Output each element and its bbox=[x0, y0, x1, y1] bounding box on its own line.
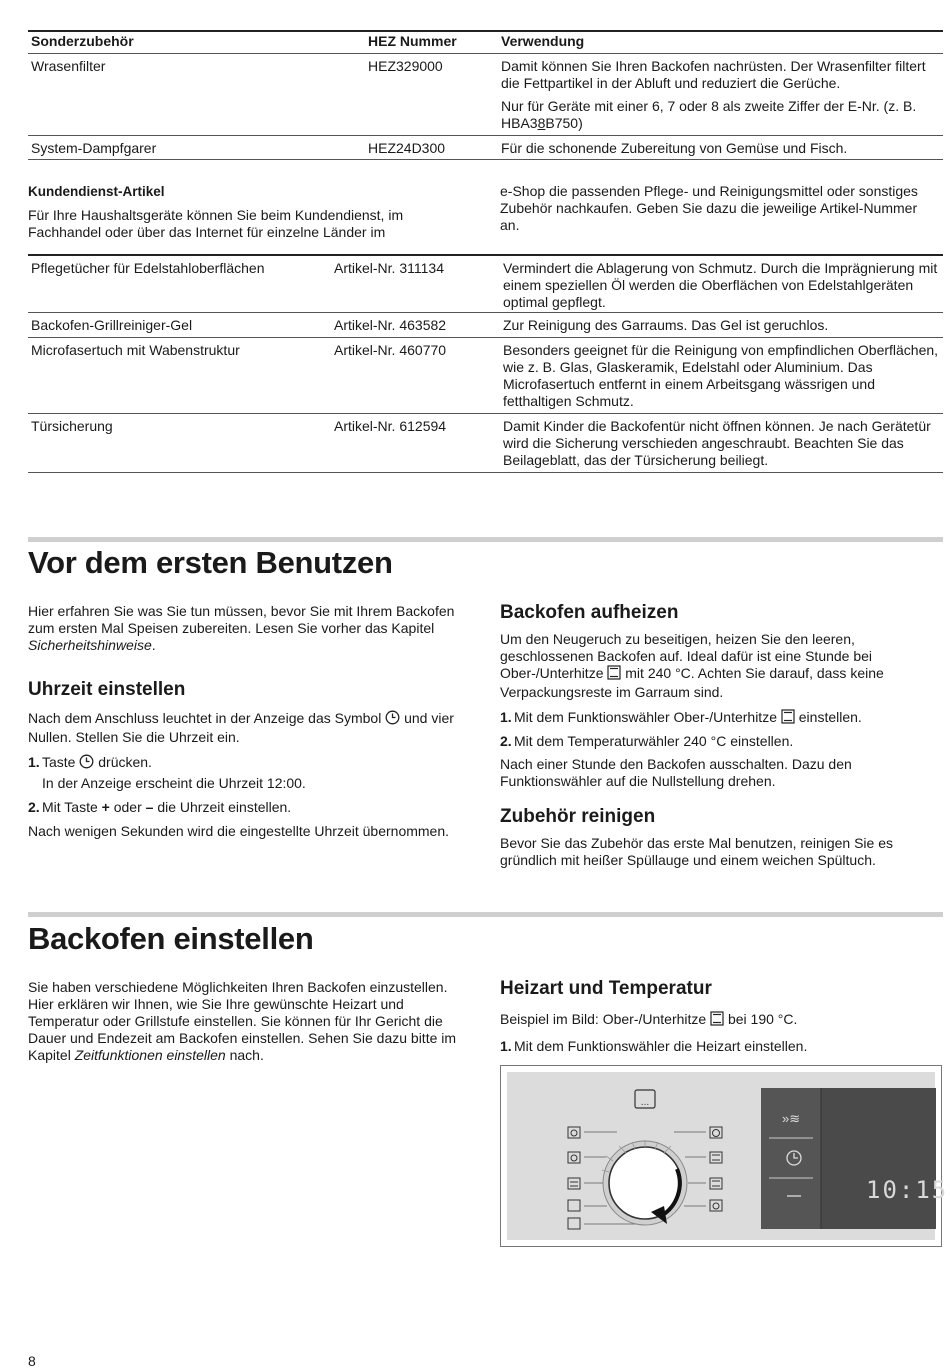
article-number: Artikel-Nr. 463582 bbox=[334, 317, 447, 333]
article-name: Backofen-Grillreiniger-Gel bbox=[31, 317, 193, 333]
minus-icon: – bbox=[145, 799, 154, 815]
article-use: Zur Reinigung des Garraums. Das Gel ist geruchlos. bbox=[503, 317, 829, 333]
service-table bbox=[28, 254, 943, 473]
col-header-accessory: Sonderzubehör bbox=[31, 33, 134, 49]
accessories-table bbox=[28, 30, 943, 160]
heat-text: Um den Neugeruch zu beseitigen, heizen Sie den leeren, geschlossenen Backofen auf. Ideal dafür ist eine Stunde bei Ober-/Unterhitze mit 240 °C. Achten Sie darauf, dass keine Verpackungsreste im Garraum sind. bbox=[500, 631, 884, 700]
function-selector-drawing bbox=[501, 1066, 943, 1248]
section-rule bbox=[28, 912, 943, 917]
display-time: 10:15 bbox=[866, 1176, 949, 1204]
heat-after: Nach einer Stunde den Backofen ausschalten. Dazu den Funktionswähler auf die Nullstellung drehen. bbox=[500, 756, 852, 789]
heat-type-step-1: 1. Mit dem Funktionswähler die Heizart einstellen. bbox=[500, 1038, 808, 1054]
heat-type-example: Beispiel im Bild: Ober-/Unterhitze bei 190 °C. bbox=[500, 1011, 797, 1030]
table-row bbox=[28, 254, 943, 313]
col-header-hez: HEZ Nummer bbox=[368, 33, 457, 49]
oven-mode-button: »≋ bbox=[782, 1111, 801, 1126]
article-name: Türsicherung bbox=[31, 418, 113, 434]
svg-text:...: ... bbox=[640, 1098, 650, 1108]
set-oven-intro: Sie haben verschiedene Möglichkeiten Ihren Backofen einzustellen. Hier erklären wir Ihnen, wie Sie Ihre gewünschte Heizart und Temperatur oder Grillstufe einstellen. Sie können für Ihr Gericht die Dauer und Endezeit am Backofen einstellen. Sehen Sie dazu bitte im Kapitel Zeitfunktionen einstellen nach. bbox=[28, 979, 457, 1063]
table-row bbox=[28, 54, 943, 136]
article-name: Microfasertuch mit Wabenstruktur bbox=[31, 342, 240, 358]
article-use: Besonders geeignet für die Reinigung von empfindlichen Oberflächen, wie z. B. Glas, Glaskeramik, Edelstahl oder Aluminium. Das Microfasertuch entfernt in einem Arbeitsgang wässrigen und fetthaltigen Schmutz. bbox=[503, 342, 939, 409]
accessory-number: HEZ329000 bbox=[368, 58, 443, 74]
service-title: Kundendienst-Artikel bbox=[28, 184, 165, 199]
oven-panel-figure bbox=[500, 1065, 949, 1247]
top-bottom-heat-icon bbox=[607, 665, 621, 684]
table-row bbox=[28, 136, 943, 160]
article-use: Vermindert die Ablagerung von Schmutz. Durch die Imprägnierung mit einem speziellen Öl werden die Oberflächen von Edelstahlgeräten optimal gepflegt. bbox=[503, 260, 938, 310]
heat-step-2: 2. Mit dem Temperaturwähler 240 °C einstellen. bbox=[500, 733, 794, 749]
page-number: 8 bbox=[28, 1353, 36, 1369]
article-name: Pflegetücher für Edelstahloberflächen bbox=[31, 260, 265, 276]
clean-text: Bevor Sie das Zubehör das erste Mal benutzen, reinigen Sie es gründlich mit heißer Spüllauge und einem weichen Spültuch. bbox=[500, 835, 894, 868]
accessories-header-row bbox=[28, 30, 943, 54]
clock-step-2: 2. Mit Taste + oder – die Uhrzeit einstellen. bbox=[28, 799, 292, 815]
article-use: Damit Kinder die Backofentür nicht öffnen können. Je nach Gerätetür wird die Sicherung verschieden angeschraubt. Beachten Sie das Beilageblatt, das der Türsicherung beiliegt. bbox=[503, 418, 931, 468]
accessory-use: Damit können Sie Ihren Backofen nachrüsten. Der Wrasenfilter filtert die Fettpartikel in der Abluft und reduziert die Gerüche. bbox=[501, 58, 926, 91]
section-title-set-oven: Backofen einstellen bbox=[28, 921, 314, 956]
section-rule bbox=[28, 537, 943, 542]
top-bottom-heat-icon bbox=[710, 1011, 724, 1030]
clock-step-1-note: In der Anzeige erscheint die Uhrzeit 12:00. bbox=[42, 775, 306, 791]
first-use-intro: Hier erfahren Sie was Sie tun müssen, bevor Sie mit Ihrem Backofen zum ersten Mal Speisen zubereiten. Lesen Sie vorher das Kapitel Sicherheitshinweise. bbox=[28, 603, 455, 653]
article-number: Artikel-Nr. 311134 bbox=[334, 260, 444, 276]
col-header-use: Verwendung bbox=[501, 33, 585, 49]
accessory-use: Für die schonende Zubereitung von Gemüse und Fisch. bbox=[501, 140, 848, 156]
section-title-first-use: Vor dem ersten Benutzen bbox=[28, 545, 393, 580]
accessory-name: Wrasenfilter bbox=[31, 58, 106, 74]
accessory-use-note: Nur für Geräte mit einer 6, 7 oder 8 als zweite Ziffer der E-Nr. (z. B. HBA38B750) bbox=[501, 98, 917, 131]
heat-step-1: 1. Mit dem Funktionswähler Ober-/Unterhitze einstellen. bbox=[500, 709, 862, 728]
service-text-right: e-Shop die passenden Pflege- und Reinigungsmittel oder sonstiges Zubehör nachkaufen. Geben Sie dazu die jeweilige Artikel-Nummer an. bbox=[500, 183, 918, 233]
table-row bbox=[28, 313, 943, 338]
accessory-number: HEZ24D300 bbox=[368, 140, 446, 156]
clean-title: Zubehör reinigen bbox=[500, 806, 656, 827]
clock-text: Nach dem Anschluss leuchtet in der Anzeige das Symbol und vier Nullen. Stellen Sie die Uhrzeit ein. bbox=[28, 710, 454, 745]
heat-type-title: Heizart und Temperatur bbox=[500, 978, 712, 999]
clock-title: Uhrzeit einstellen bbox=[28, 679, 186, 700]
article-number: Artikel-Nr. 612594 bbox=[334, 418, 447, 434]
clock-icon bbox=[385, 710, 400, 729]
accessory-name: System-Dampfgarer bbox=[31, 140, 157, 156]
heat-title: Backofen aufheizen bbox=[500, 602, 679, 623]
table-row bbox=[28, 338, 943, 414]
clock-step-1: 1. Taste drücken. bbox=[28, 754, 152, 773]
service-text-left: Für Ihre Haushaltsgeräte können Sie beim Kundendienst, im Fachhandel oder über das Internet für einzelne Länder im bbox=[28, 207, 404, 240]
article-number: Artikel-Nr. 460770 bbox=[334, 342, 447, 358]
clock-icon bbox=[79, 754, 94, 773]
plus-icon: + bbox=[101, 799, 110, 815]
clock-after: Nach wenigen Sekunden wird die eingestellte Uhrzeit übernommen. bbox=[28, 823, 450, 839]
top-bottom-heat-icon bbox=[781, 709, 795, 728]
table-row bbox=[28, 414, 943, 473]
